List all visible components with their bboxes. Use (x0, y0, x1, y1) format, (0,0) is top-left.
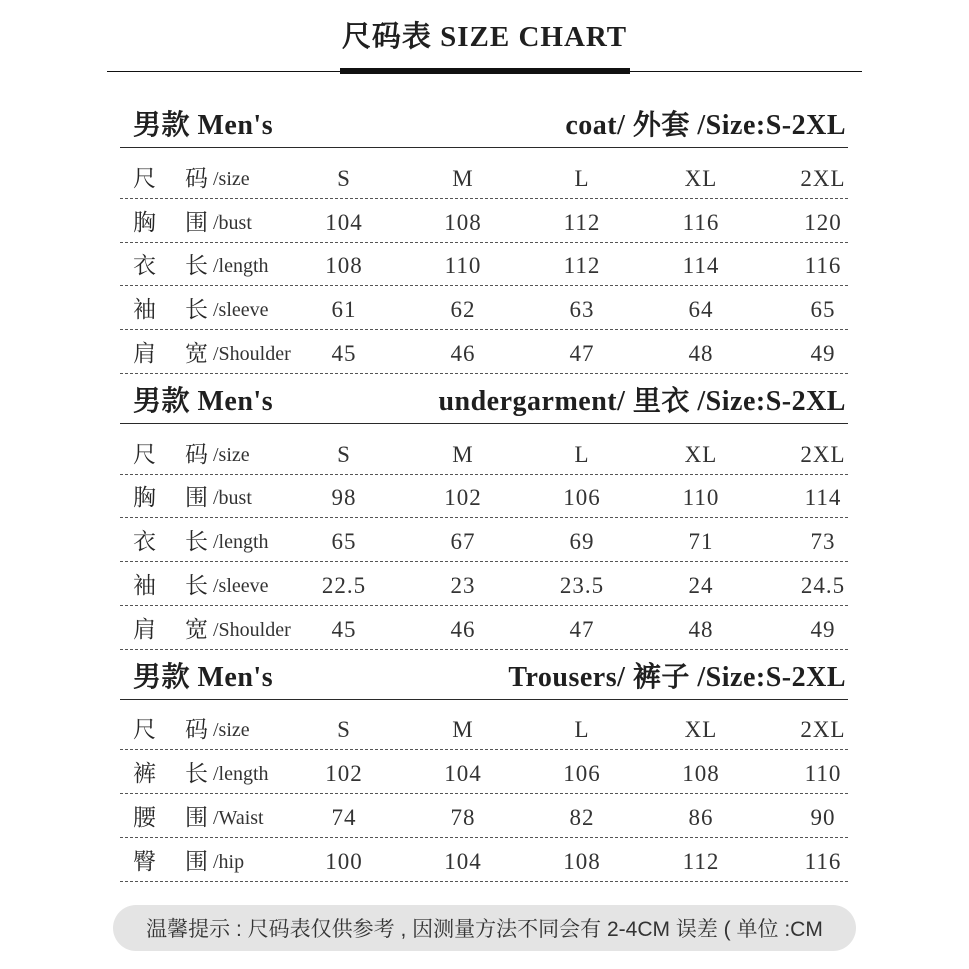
measurement-value: 65 (331, 529, 357, 554)
measurement-row (120, 286, 848, 330)
row-label-cn: 长 (185, 297, 208, 322)
measurement-value: 106 (563, 761, 601, 786)
row-label-en: /sleeve (213, 574, 269, 597)
size-name: 2XL (800, 441, 846, 467)
row-label-en: /size (213, 443, 250, 466)
measurement-row (120, 243, 848, 287)
measurement-value: 74 (331, 804, 357, 830)
measurement-value: 71 (688, 529, 714, 554)
measurement-value: 64 (688, 297, 714, 322)
row-label-cn: 围 (185, 209, 208, 235)
row-label-cn: 袖 (133, 572, 156, 598)
row-label-cn: 长 (185, 253, 208, 279)
row-label-en: /bust (213, 211, 252, 234)
measurement-value: 49 (810, 340, 836, 366)
size-name: M (452, 441, 474, 467)
measurement-value: 23 (450, 572, 476, 598)
row-label-cn: 胸 (133, 485, 156, 511)
row-label-cn: 宽 (185, 340, 208, 366)
measurement-value: 63 (569, 297, 595, 322)
measurement-value: 104 (444, 761, 482, 786)
size-name: L (574, 165, 590, 191)
measurement-value: 46 (450, 616, 476, 642)
measurement-value: 65 (810, 297, 836, 322)
title-underline-bar (340, 68, 630, 74)
row-label-en: /length (213, 763, 269, 785)
measurement-value: 78 (450, 804, 476, 830)
row-label-cn: 臀 (133, 848, 156, 874)
size-name: S (337, 717, 351, 743)
measurement-row (120, 562, 848, 606)
row-label-cn: 围 (185, 804, 208, 830)
measurement-row (120, 199, 848, 243)
size-name: S (337, 165, 351, 191)
measurement-value: 69 (569, 529, 595, 554)
measurement-value: 67 (450, 529, 476, 554)
row-label-cn: 肩 (133, 340, 156, 366)
row-label-en: /Waist (213, 806, 264, 829)
measurement-value: 90 (810, 804, 836, 830)
measurement-value: 104 (444, 848, 482, 874)
section-garment-title: coat/ 外套 /Size:S-2XL (565, 110, 846, 141)
row-label-cn: 尺 (133, 165, 156, 191)
measurement-value: 98 (331, 485, 357, 511)
row-label-cn: 腰 (133, 804, 156, 830)
size-name: M (452, 165, 474, 191)
row-label-cn: 码 (185, 441, 208, 467)
row-label-cn: 长 (185, 529, 208, 554)
size-name: XL (684, 717, 718, 743)
size-header-row (120, 424, 848, 475)
size-name: XL (684, 441, 718, 467)
measurement-value: 47 (569, 340, 595, 366)
size-name: L (574, 441, 590, 467)
row-label-en: /sleeve (213, 299, 269, 321)
measurement-value: 112 (563, 253, 601, 279)
size-section (120, 650, 848, 882)
measurement-value: 82 (569, 804, 595, 830)
measurement-value: 102 (444, 485, 482, 511)
measurement-row (120, 750, 848, 794)
measurement-value: 108 (325, 253, 363, 279)
measurement-value: 47 (569, 616, 595, 642)
measurement-row (120, 330, 848, 374)
row-label-cn: 码 (185, 717, 208, 743)
measurement-value: 110 (682, 485, 720, 511)
measurement-row (120, 794, 848, 838)
row-label-cn: 长 (185, 572, 208, 598)
row-label-en: /length (213, 255, 269, 278)
measurement-value: 114 (804, 485, 842, 511)
measurement-row (120, 838, 848, 882)
measurement-value: 114 (682, 253, 720, 279)
measurement-value: 24 (688, 572, 714, 598)
measurement-value: 23.5 (559, 572, 605, 598)
measurement-row (120, 606, 848, 650)
section-garment-title: undergarment/ 里衣 /Size:S-2XL (438, 385, 846, 417)
size-name: XL (684, 165, 718, 191)
measurement-value: 108 (682, 761, 720, 786)
measurement-value: 62 (450, 297, 476, 322)
measurement-value: 104 (325, 209, 363, 235)
size-name: L (574, 717, 590, 743)
section-gender-title: 男款 Men's (133, 385, 274, 417)
footer-note (113, 905, 856, 951)
row-label-cn: 袖 (133, 297, 156, 322)
measurement-value: 48 (688, 340, 714, 366)
section-gender-title: 男款 Men's (133, 661, 274, 693)
section-gender-title: 男款 Men's (133, 110, 274, 141)
measurement-value: 102 (325, 761, 363, 786)
measurement-value: 45 (331, 616, 357, 642)
measurement-value: 61 (331, 297, 357, 322)
row-label-cn: 围 (185, 848, 208, 874)
section-garment-title: Trousers/ 裤子 /Size:S-2XL (508, 661, 846, 693)
measurement-value: 100 (325, 848, 363, 874)
size-name: S (337, 441, 351, 467)
measurement-value: 49 (810, 616, 836, 642)
measurement-value: 22.5 (321, 572, 367, 598)
measurement-value: 116 (804, 253, 842, 279)
row-label-en: /length (213, 531, 269, 553)
row-label-cn: 肩 (133, 616, 156, 642)
measurement-value: 45 (331, 340, 357, 366)
measurement-value: 112 (563, 209, 601, 235)
measurement-value: 108 (563, 848, 601, 874)
measurement-value: 73 (810, 529, 836, 554)
row-label-en: /Shoulder (213, 618, 291, 641)
measurement-value: 116 (804, 848, 842, 874)
section-header (120, 374, 848, 424)
measurement-value: 86 (688, 804, 714, 830)
measurement-value: 48 (688, 616, 714, 642)
footer-note-text: 温馨提示 : 尺码表仅供参考 , 因测量方法不同会有 2-4CM 误差 ( 单位 :CM (146, 918, 823, 941)
row-label-cn: 衣 (133, 529, 156, 554)
size-name: 2XL (800, 165, 846, 191)
row-label-en: /bust (213, 487, 252, 510)
measurement-row (120, 475, 848, 519)
measurement-value: 110 (444, 253, 482, 279)
row-label-en: /Shoulder (213, 342, 291, 365)
row-label-cn: 围 (185, 485, 208, 511)
measurement-value: 120 (804, 209, 842, 235)
row-label-en: /hip (213, 850, 245, 873)
size-name: M (452, 717, 474, 743)
measurement-value: 46 (450, 340, 476, 366)
row-label-cn: 宽 (185, 616, 208, 642)
size-header-row (120, 148, 848, 199)
row-label-cn: 衣 (133, 253, 156, 279)
row-label-cn: 尺 (133, 717, 156, 743)
size-name: 2XL (800, 717, 846, 743)
size-section (120, 374, 848, 650)
measurement-row (120, 518, 848, 562)
section-header (120, 650, 848, 700)
size-section (120, 98, 848, 374)
row-label-cn: 裤 (133, 761, 156, 786)
measurement-value: 108 (444, 209, 482, 235)
page-title: 尺码表 SIZE CHART (341, 21, 628, 53)
measurement-value: 106 (563, 485, 601, 511)
row-label-cn: 码 (185, 165, 208, 191)
size-header-row (120, 700, 848, 751)
row-label-cn: 尺 (133, 441, 156, 467)
row-label-en: /size (213, 167, 250, 190)
measurement-value: 24.5 (800, 572, 846, 598)
row-label-en: /size (213, 719, 250, 742)
section-header (120, 98, 848, 148)
row-label-cn: 胸 (133, 209, 156, 235)
row-label-cn: 长 (185, 761, 208, 786)
measurement-value: 112 (682, 848, 720, 874)
size-table (120, 98, 848, 882)
measurement-value: 116 (682, 209, 720, 235)
measurement-value: 110 (804, 761, 842, 786)
